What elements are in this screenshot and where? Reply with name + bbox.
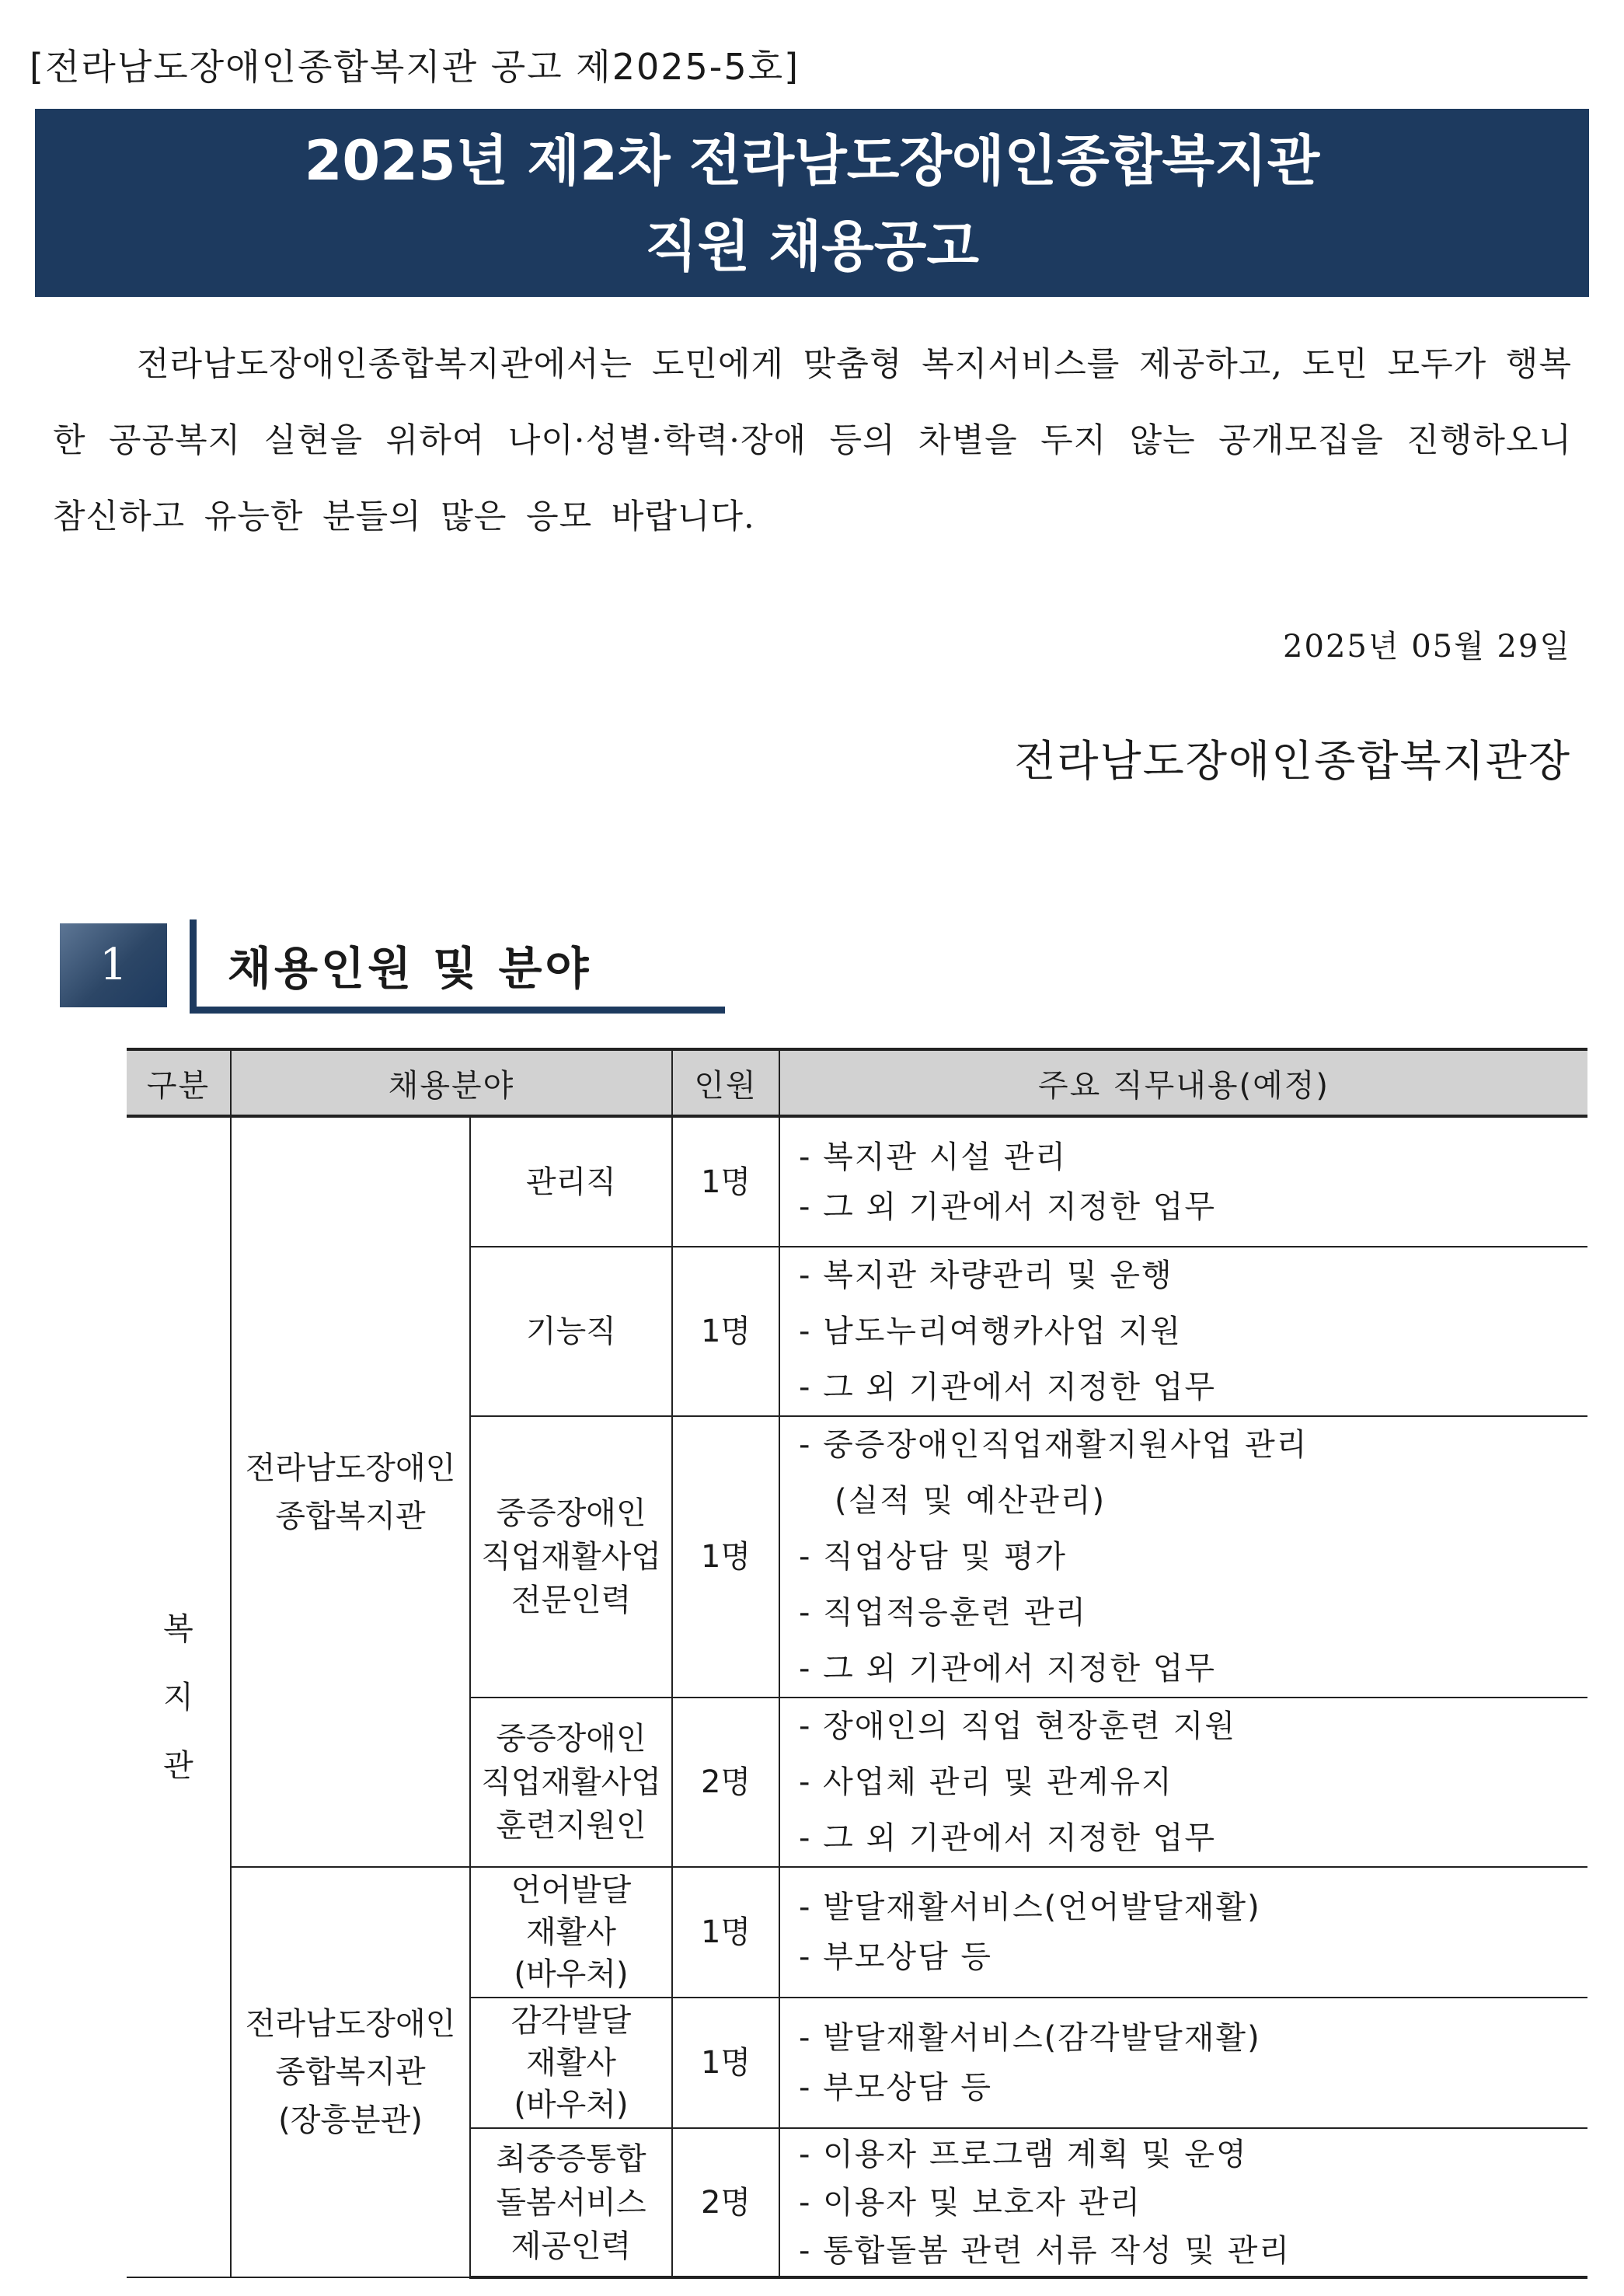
category-char: 지 <box>163 1679 193 1715</box>
department-line: (장흥분관) <box>278 2102 423 2138</box>
field-line: 전문인력 <box>511 1582 632 1618</box>
table-row <box>127 1867 1587 1998</box>
field-cell <box>470 1867 672 1998</box>
field-cell <box>470 1698 672 1867</box>
section-title: 채용인원 및 분야 <box>228 942 592 995</box>
count-cell: 1명 <box>672 1867 779 1998</box>
count-cell: 1명 <box>672 1247 779 1416</box>
duties-cell <box>779 1867 1587 1998</box>
header-field: 채용분야 <box>231 1049 672 1116</box>
department-line: 전라남도장애인 <box>245 2006 456 2042</box>
header-duties: 주요 직무내용(예정) <box>779 1049 1587 1116</box>
field-line: 최중증통합 <box>496 2141 646 2177</box>
field-line: 돌봄서비스 <box>496 2184 646 2221</box>
field-line: 재활사 <box>526 2045 616 2081</box>
duty-item: - 직업적응훈련 관리 <box>799 1595 1087 1631</box>
field-line: (바우처) <box>514 1956 629 1992</box>
intro-paragraph: 전라남도장애인종합복지관에서는 도민에게 맞춤형 복지서비스를 제공하고, 도민 모두가 행복한 공공복지 실현을 위하여 나이·성별·학력·장애 등의 차별을 두지 않는 공개모집을 진행하오니 참신하고 유능한 분들의 많은 응모 바랍니다. <box>53 345 1572 536</box>
duty-item: - 이용자 프로그램 계획 및 운영 <box>799 2136 1248 2172</box>
field-line: 중증장애인 <box>496 1721 646 1757</box>
field-line: 직업재활사업 <box>481 1764 661 1800</box>
field-cell <box>470 1116 672 1247</box>
count-cell: 1명 <box>672 1116 779 1247</box>
category-char: 복 <box>163 1610 193 1647</box>
field-line: 훈련지원인 <box>496 1808 646 1844</box>
recruitment-table <box>127 1048 1587 2279</box>
field-cell <box>470 1247 672 1416</box>
duties-cell <box>779 1247 1587 1416</box>
category-char: 관 <box>163 1747 193 1784</box>
duty-item: - 부모상담 등 <box>799 2070 993 2106</box>
notice-date: 2025년 05월 29일 <box>1283 629 1571 665</box>
duties-cell <box>779 1998 1587 2128</box>
duty-item: - 발달재활서비스(언어발달재활) <box>799 1889 1261 1925</box>
title-line-1: 2025년 제2차 전라남도장애인종합복지관 <box>304 129 1320 193</box>
duties-cell <box>779 1416 1587 1698</box>
field-line: 재활사 <box>526 1914 616 1950</box>
field-line: 감각발달 <box>511 2003 632 2039</box>
count-cell: 2명 <box>672 1698 779 1867</box>
duty-item: - 장애인의 직업 현장훈련 지원 <box>799 1708 1236 1744</box>
count-cell: 2명 <box>672 2128 779 2277</box>
duty-item: - 그 외 기관에서 지정한 업무 <box>799 1651 1217 1687</box>
field-cell <box>470 1416 672 1698</box>
header-count: 인원 <box>672 1049 779 1116</box>
header-category: 구분 <box>127 1049 231 1116</box>
duties-cell <box>779 1698 1587 1867</box>
department-cell <box>231 1867 470 2277</box>
duty-item: - 발달재활서비스(감각발달재활) <box>799 2020 1261 2056</box>
duty-item: - 그 외 기관에서 지정한 업무 <box>799 1188 1217 1225</box>
duty-item: - 이용자 및 보호자 관리 <box>799 2184 1142 2221</box>
field-line: (바우처) <box>514 2087 629 2123</box>
field-cell <box>470 2128 672 2277</box>
duty-item: (실적 및 예산관리) <box>835 1483 1106 1519</box>
issuer-signature: 전라남도장애인종합복지관장 <box>1014 736 1571 786</box>
field-line: 관리직 <box>526 1164 616 1200</box>
count-cell: 1명 <box>672 1416 779 1698</box>
duty-item: - 사업체 관리 및 관계유지 <box>799 1764 1173 1800</box>
department-line: 전라남도장애인 <box>245 1450 456 1486</box>
duty-item: - 복지관 차량관리 및 운행 <box>799 1258 1173 1293</box>
title-banner <box>35 109 1589 297</box>
duty-item: - 통합돌봄 관련 서류 작성 및 관리 <box>799 2232 1291 2269</box>
duties-cell <box>779 2128 1587 2277</box>
section-number-badge: 1 <box>60 923 167 1007</box>
duty-item: - 복지관 시설 관리 <box>799 1139 1068 1175</box>
field-line: 직업재활사업 <box>481 1539 661 1575</box>
field-line: 중증장애인 <box>496 1495 646 1531</box>
notice-number: [전라남도장애인종합복지관 공고 제2025-5호] <box>30 46 800 88</box>
field-line: 언어발달 <box>511 1872 632 1908</box>
count-cell: 1명 <box>672 1998 779 2128</box>
field-cell <box>470 1998 672 2128</box>
category-cell <box>127 1116 231 2277</box>
table-header-row <box>127 1049 1587 1116</box>
department-line: 종합복지관 <box>275 2054 426 2090</box>
field-line: 기능직 <box>526 1314 616 1349</box>
duties-cell <box>779 1116 1587 1247</box>
section-heading <box>190 919 725 1014</box>
duty-item: - 부모상담 등 <box>799 1939 993 1975</box>
duty-item: - 그 외 기관에서 지정한 업무 <box>799 1820 1217 1856</box>
department-line: 종합복지관 <box>275 1498 426 1534</box>
department-cell <box>231 1116 470 1867</box>
duty-item: - 직업상담 및 평가 <box>799 1539 1068 1575</box>
duty-item: - 중증장애인직업재활지원사업 관리 <box>799 1427 1309 1463</box>
duty-item: - 남도누리여행카사업 지원 <box>799 1314 1182 1349</box>
field-line: 제공인력 <box>511 2228 632 2264</box>
title-line-2: 직원 채용공고 <box>644 215 980 278</box>
table-row <box>127 1116 1587 1247</box>
duty-item: - 그 외 기관에서 지정한 업무 <box>799 1370 1217 1405</box>
